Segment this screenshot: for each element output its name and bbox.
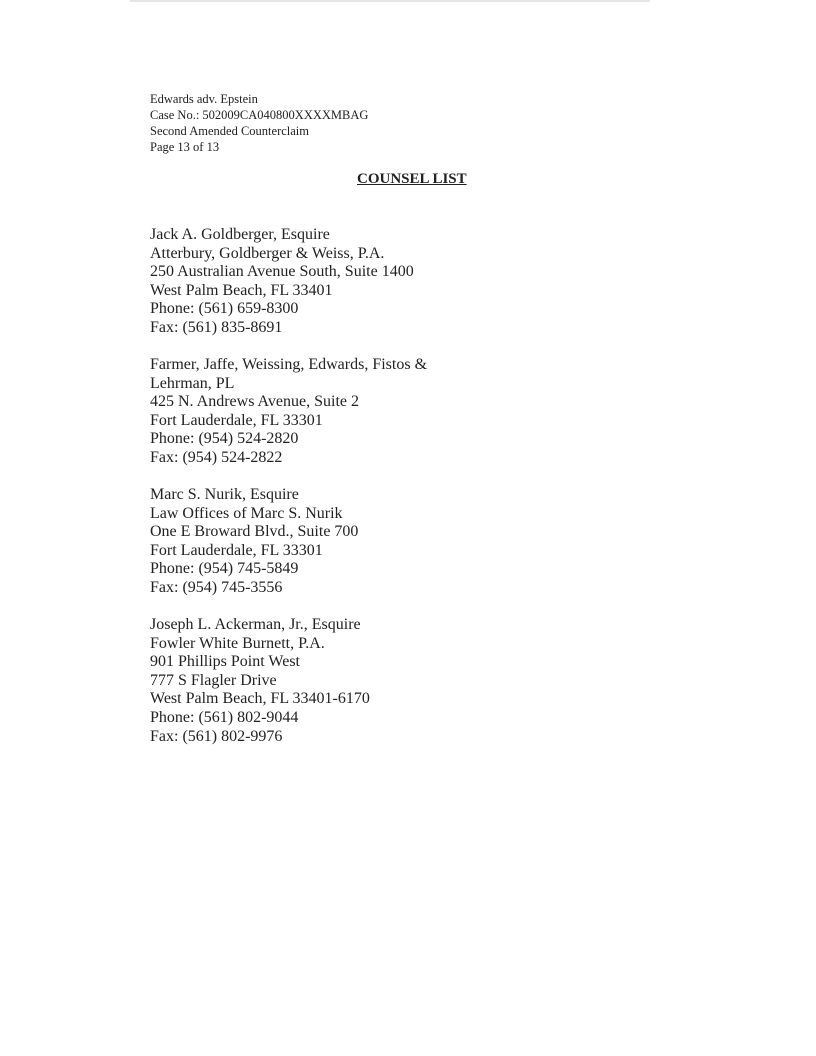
counsel-line: Fort Lauderdale, FL 33301 [150,411,323,429]
counsel-entry [150,486,358,598]
counsel-line: Fax: (954) 745-3556 [150,578,283,596]
counsel-line: Fax: (954) 524-2822 [150,448,283,466]
page-title: COUNSEL LIST [357,171,467,187]
counsel-line: Phone: (561) 802-9044 [150,708,299,726]
scan-edge-line [130,0,650,2]
counsel-line: 901 Phillips Point West [150,653,300,671]
counsel-line: Joseph L. Ackerman, Jr., Esquire [150,616,361,633]
counsel-line: Phone: (561) 659-8300 [150,300,299,318]
counsel-line: Jack A. Goldberger, Esquire [150,226,330,243]
counsel-line: 250 Australian Avenue South, Suite 1400 [150,263,414,281]
page-number: Page 13 of 13 [150,140,220,154]
counsel-line: One E Broward Blvd., Suite 700 [150,523,359,541]
case-title: Edwards adv. Epstein [150,92,258,106]
counsel-entry [150,356,427,468]
counsel-line: 777 S Flagler Drive [150,671,277,689]
counsel-line: Farmer, Jaffe, Weissing, Edwards, Fistos & [150,356,428,373]
counsel-line: Fowler White Burnett, P.A. [150,634,325,652]
counsel-entry [150,226,414,338]
counsel-line: West Palm Beach, FL 33401 [150,281,333,299]
counsel-line: Phone: (954) 745-5849 [150,560,299,578]
counsel-line: Marc S. Nurik, Esquire [150,486,299,503]
counsel-line: Fax: (561) 835-8691 [150,318,283,336]
counsel-line: Lehrman, PL [150,374,235,392]
counsel-line: Fort Lauderdale, FL 33301 [150,541,323,559]
counsel-line: West Palm Beach, FL 33401-6170 [150,690,370,708]
counsel-line: Atterbury, Goldberger & Weiss, P.A. [150,244,385,262]
counsel-entry [150,616,370,746]
counsel-line: Fax: (561) 802-9976 [150,727,283,745]
counsel-line: Law Offices of Marc S. Nurik [150,504,343,522]
case-number: Case No.: 502009CA040800XXXXMBAG [150,108,369,122]
counsel-line: Phone: (954) 524-2820 [150,430,299,448]
document-name: Second Amended Counterclaim [150,124,309,138]
case-header [150,91,368,155]
counsel-line: 425 N. Andrews Avenue, Suite 2 [150,393,360,411]
